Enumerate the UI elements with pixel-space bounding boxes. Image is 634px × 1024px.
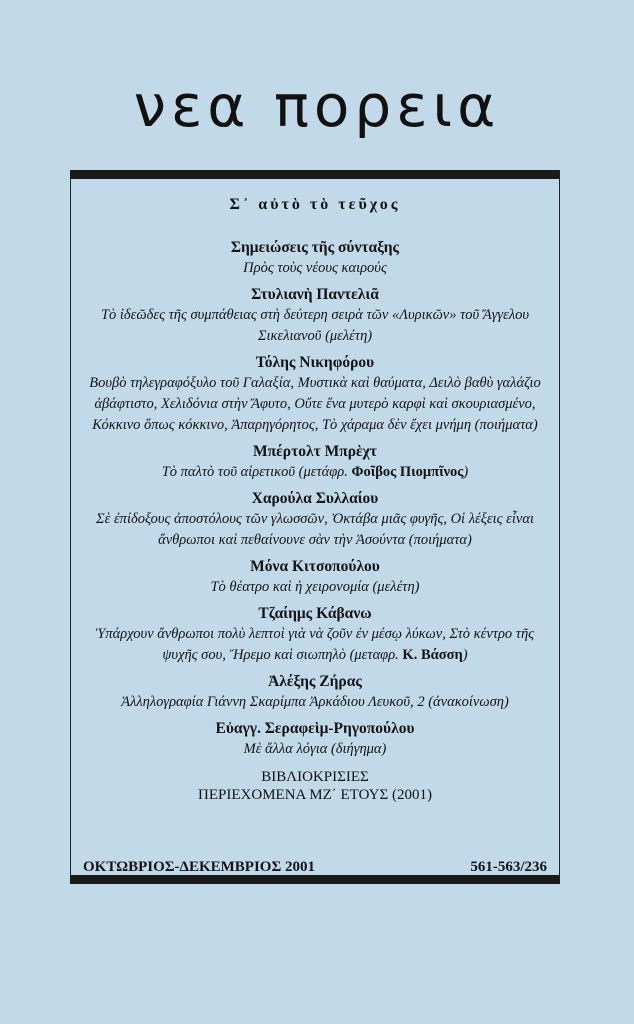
annual-contents-label: ΠΕΡΙΕΧΟΜΕΝΑ ΜΖ΄ ΕΤΟΥΣ (2001) (198, 787, 432, 803)
entry-author: Ἀλέξης Ζήρας (268, 673, 362, 690)
entry-work-line (79, 624, 551, 666)
entry-work: Ὑπάρχουν ἄνθρωποι πολὺ λεπτοὶ γιὰ νὰ ζοῦν ἐν μέσῳ λύκων, Στὸ κέντρο τῆς ψυχῆς σου, Ἤρεμο καὶ σιωπηλὸ (μεταφρ. (95, 626, 535, 663)
toc-entry (79, 352, 551, 436)
entry-author: Εὐαγγ. Σεραφεὶμ-Ρηγοπούλου (215, 720, 415, 737)
reviews-label: ΒΙΒΛΙΟΚΡΙΣΙΕΣ (261, 769, 369, 785)
issue-date: ΟΚΤΩΒΡΙΟΣ-ΔΕΚΕΜΒΡΙΟΣ 2001 (83, 859, 316, 875)
entry-work: Τὸ παλτὸ τοῦ αἱρετικοῦ (μετάφρ. (161, 464, 348, 480)
entry-translator: Φοῖβος Πιομπῖνος (351, 464, 464, 480)
entry-work-line (79, 462, 551, 483)
contents-box (70, 170, 560, 884)
entry-author: Μόνα Κιτσοπούλου (250, 558, 380, 575)
toc-entry (79, 441, 551, 483)
toc-entry (79, 603, 551, 666)
entry-translator: Κ. Βάσση (402, 647, 463, 663)
table-of-contents (79, 237, 551, 804)
entry-work: Μὲ ἄλλα λόγια (διήγημα) (243, 741, 387, 757)
entry-work-close: ) (462, 647, 468, 663)
entry-work: Βουβὸ τηλεγραφόξυλο τοῦ Γαλαξία, Μυστικὰ καὶ θαύματα, Δειλὸ βαθὺ γαλάζιο ἀβάφτιστο, Χελιδόνια στὴν Ἄφυτο, Οὔτε ἕνα μυτερὸ καρφὶ καὶ σκουριασμένο, Κόκκινο ὅπως κόκκινο, Ἀπαρηγόρητος, Τὸ χάραμα δὲν ἔχει μνήμη (ποιήματα) (89, 375, 541, 433)
toc-entry (79, 237, 551, 279)
entry-work: Τὸ ἰδεῶδες τῆς συμπάθειας στὴ δεύτερη σειρὰ τῶν «Λυρικῶν» τοῦ Ἄγγελου Σικελιανοῦ (μελέτη) (100, 307, 530, 344)
toc-entry (79, 556, 551, 598)
entry-author: Χαρούλα Συλλαίου (251, 490, 379, 507)
toc-entry (79, 284, 551, 347)
entry-work: Ἀλληλογραφία Γιάννη Σκαρίμπα Ἀρκάδιου Λευκοῦ, 2 (ἀνακοίνωση) (121, 694, 509, 710)
toc-entry (79, 671, 551, 713)
reviews-section (79, 768, 551, 804)
toc-entry (79, 718, 551, 760)
entry-work: Πρὸς τοὺς νέους καιρούς (243, 260, 387, 276)
entry-work: Τὸ θέατρο καὶ ἡ χειρονομία (μελέτη) (210, 579, 420, 595)
entry-work: Σὲ ἐπίδοξους ἀποστόλους τῶν γλωσσῶν, Ὀκτάβα μιᾶς φυγῆς, Οἱ λέξεις εἶναι ἄνθρωποι καὶ πεθαίνουνε σὰν τὴν Ἀσούντα (ποιήματα) (96, 511, 534, 548)
toc-entry (79, 488, 551, 551)
issue-number: 561-563/236 (470, 859, 547, 875)
entry-author: Τόλης Νικηφόρου (255, 354, 375, 371)
entry-author: Σημειώσεις τῆς σύνταξης (230, 239, 400, 256)
entry-work-close: ) (463, 464, 469, 480)
entry-author: Μπέρτολτ Μπρὲχτ (253, 443, 377, 460)
masthead-title: νεα πορεια (133, 72, 501, 140)
entry-author: Στυλιανὴ Παντελιᾶ (251, 286, 379, 303)
entry-author: Τζαίημς Κάβανω (258, 605, 372, 622)
contents-heading: Σ᾽ αὐτὸ τὸ τεῦχος (229, 196, 401, 213)
